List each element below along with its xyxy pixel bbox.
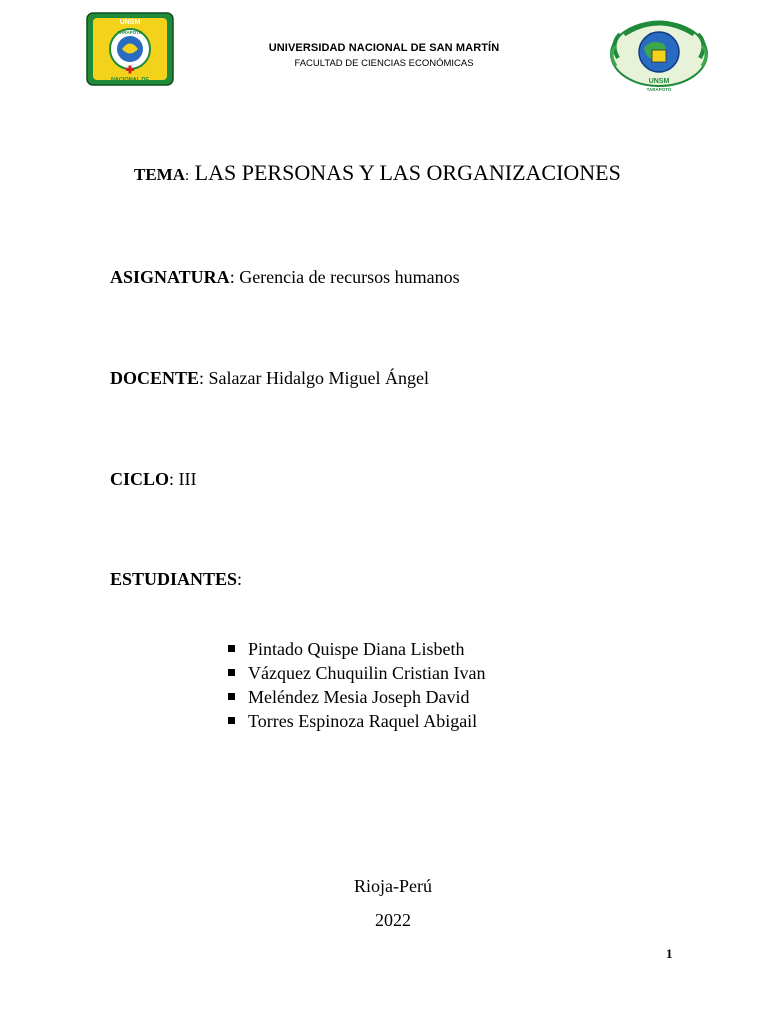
topic-label: TEMA: [134, 165, 185, 184]
bullet-icon: [228, 645, 235, 652]
faculty-economics-logo: [606, 14, 712, 97]
students-list: [228, 637, 485, 733]
student-name: Meléndez Mesia Joseph David: [248, 687, 470, 707]
topic-separator: :: [185, 168, 190, 184]
bullet-icon: [228, 717, 235, 724]
topic-value: LAS PERSONAS Y LAS ORGANIZACIONES: [194, 160, 621, 185]
svg-text:UNSM: UNSM: [119, 19, 141, 26]
page-number: 1: [666, 946, 673, 961]
svg-text:NACIONAL DE: NACIONAL DE: [110, 77, 150, 83]
teacher-value: : Salazar Hidalgo Miguel Ángel: [199, 368, 429, 388]
svg-text:TARAPOTO: TARAPOTO: [646, 87, 672, 92]
teacher-line: [110, 368, 429, 389]
year: 2022: [375, 910, 411, 930]
students-label: ESTUDIANTES: [110, 569, 238, 589]
bullet-icon: [228, 669, 235, 676]
student-name: Pintado Quispe Diana Lisbeth: [248, 639, 465, 659]
students-separator: :: [237, 569, 243, 589]
topic-line: [134, 160, 621, 186]
cycle-value: : III: [169, 469, 197, 489]
list-item: [228, 709, 485, 733]
student-name: Torres Espinoza Raquel Abigail: [248, 711, 478, 731]
student-name: Vázquez Chuquilin Cristian Ivan: [248, 663, 486, 683]
university-name: UNIVERSIDAD NACIONAL DE SAN MARTÍN: [268, 42, 500, 54]
subject-line: [110, 267, 460, 288]
list-item: [228, 685, 485, 709]
subject-value: : Gerencia de recursos humanos: [229, 267, 460, 287]
list-item: [228, 637, 485, 661]
svg-text:TARAPOTO: TARAPOTO: [117, 30, 143, 35]
faculty-name: FACULTAD DE CIENCIAS ECONÓMICAS: [294, 58, 474, 69]
cycle-label: CICLO: [110, 469, 170, 489]
students-heading: [110, 569, 242, 590]
subject-label: ASIGNATURA: [110, 267, 230, 287]
place: Rioja-Perú: [354, 876, 432, 896]
list-item: [228, 661, 485, 685]
bullet-icon: [228, 693, 235, 700]
teacher-label: DOCENTE: [110, 368, 200, 388]
svg-text:UNSM: UNSM: [648, 78, 670, 85]
cycle-line: [110, 469, 197, 490]
